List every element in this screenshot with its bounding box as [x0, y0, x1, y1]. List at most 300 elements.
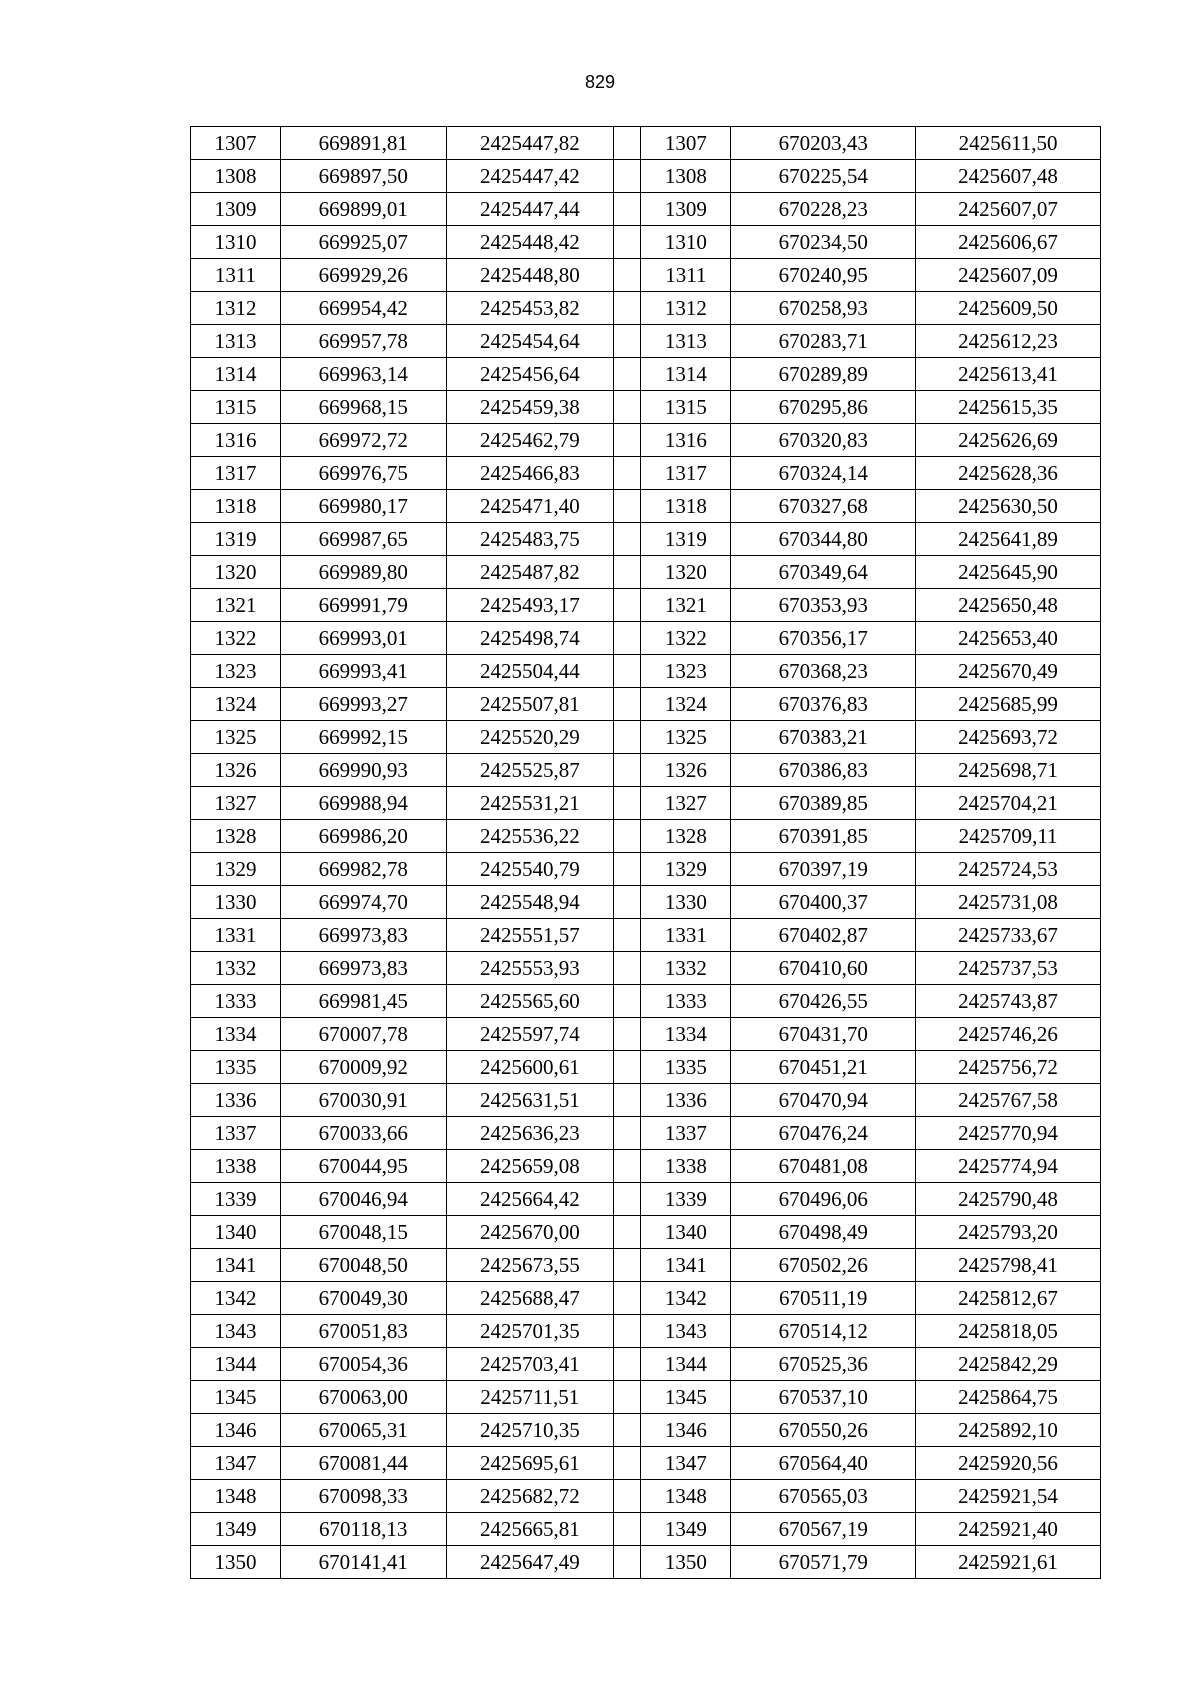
table-row — [191, 358, 1101, 391]
x-coordinate-cell: 670389,85 — [731, 787, 916, 820]
y-coordinate-cell: 2425770,94 — [916, 1117, 1101, 1150]
y-coordinate-cell: 2425659,08 — [446, 1150, 614, 1183]
y-coordinate-cell: 2425597,74 — [446, 1018, 614, 1051]
point-number-cell: 1344 — [641, 1348, 731, 1381]
x-coordinate-cell: 670327,68 — [731, 490, 916, 523]
x-coordinate-cell: 669974,70 — [280, 886, 446, 919]
x-coordinate-cell: 670567,19 — [731, 1513, 916, 1546]
point-number-cell: 1324 — [191, 688, 281, 721]
point-number-cell: 1323 — [191, 655, 281, 688]
y-coordinate-cell: 2425606,67 — [916, 226, 1101, 259]
x-coordinate-cell: 670009,92 — [280, 1051, 446, 1084]
table-row — [191, 1381, 1101, 1414]
x-coordinate-cell: 669899,01 — [280, 193, 446, 226]
point-number-cell: 1350 — [641, 1546, 731, 1579]
y-coordinate-cell: 2425670,49 — [916, 655, 1101, 688]
y-coordinate-cell: 2425685,99 — [916, 688, 1101, 721]
x-coordinate-cell: 670502,26 — [731, 1249, 916, 1282]
table-row — [191, 259, 1101, 292]
y-coordinate-cell: 2425553,93 — [446, 952, 614, 985]
point-number-cell: 1325 — [191, 721, 281, 754]
y-coordinate-cell: 2425864,75 — [916, 1381, 1101, 1414]
point-number-cell: 1347 — [191, 1447, 281, 1480]
table-row — [191, 1348, 1101, 1381]
point-number-cell: 1310 — [191, 226, 281, 259]
x-coordinate-cell: 670470,94 — [731, 1084, 916, 1117]
separator-cell — [614, 226, 641, 259]
y-coordinate-cell: 2425628,36 — [916, 457, 1101, 490]
x-coordinate-cell: 670537,10 — [731, 1381, 916, 1414]
table-row — [191, 688, 1101, 721]
coordinates-table — [190, 126, 1101, 1579]
point-number-cell: 1313 — [641, 325, 731, 358]
point-number-cell: 1318 — [191, 490, 281, 523]
x-coordinate-cell: 670391,85 — [731, 820, 916, 853]
x-coordinate-cell: 670353,93 — [731, 589, 916, 622]
separator-cell — [614, 1348, 641, 1381]
x-coordinate-cell: 669991,79 — [280, 589, 446, 622]
x-coordinate-cell: 670571,79 — [731, 1546, 916, 1579]
table-row — [191, 391, 1101, 424]
x-coordinate-cell: 670426,55 — [731, 985, 916, 1018]
point-number-cell: 1314 — [191, 358, 281, 391]
table-row — [191, 226, 1101, 259]
y-coordinate-cell: 2425767,58 — [916, 1084, 1101, 1117]
point-number-cell: 1334 — [641, 1018, 731, 1051]
table-row — [191, 325, 1101, 358]
y-coordinate-cell: 2425731,08 — [916, 886, 1101, 919]
x-coordinate-cell: 670044,95 — [280, 1150, 446, 1183]
table-row — [191, 1183, 1101, 1216]
y-coordinate-cell: 2425483,75 — [446, 523, 614, 556]
separator-cell — [614, 1546, 641, 1579]
table-row — [191, 556, 1101, 589]
x-coordinate-cell: 670410,60 — [731, 952, 916, 985]
x-coordinate-cell: 670033,66 — [280, 1117, 446, 1150]
y-coordinate-cell: 2425636,23 — [446, 1117, 614, 1150]
point-number-cell: 1334 — [191, 1018, 281, 1051]
x-coordinate-cell: 669986,20 — [280, 820, 446, 853]
point-number-cell: 1307 — [191, 127, 281, 160]
x-coordinate-cell: 670258,93 — [731, 292, 916, 325]
y-coordinate-cell: 2425790,48 — [916, 1183, 1101, 1216]
table-row — [191, 787, 1101, 820]
y-coordinate-cell: 2425493,17 — [446, 589, 614, 622]
y-coordinate-cell: 2425701,35 — [446, 1315, 614, 1348]
point-number-cell: 1337 — [641, 1117, 731, 1150]
table-row — [191, 1249, 1101, 1282]
y-coordinate-cell: 2425743,87 — [916, 985, 1101, 1018]
y-coordinate-cell: 2425709,11 — [916, 820, 1101, 853]
x-coordinate-cell: 670431,70 — [731, 1018, 916, 1051]
y-coordinate-cell: 2425447,82 — [446, 127, 614, 160]
y-coordinate-cell: 2425540,79 — [446, 853, 614, 886]
x-coordinate-cell: 670234,50 — [731, 226, 916, 259]
separator-cell — [614, 259, 641, 292]
x-coordinate-cell: 670225,54 — [731, 160, 916, 193]
separator-cell — [614, 952, 641, 985]
y-coordinate-cell: 2425531,21 — [446, 787, 614, 820]
y-coordinate-cell: 2425812,67 — [916, 1282, 1101, 1315]
y-coordinate-cell: 2425448,42 — [446, 226, 614, 259]
y-coordinate-cell: 2425454,64 — [446, 325, 614, 358]
x-coordinate-cell: 670376,83 — [731, 688, 916, 721]
x-coordinate-cell: 669929,26 — [280, 259, 446, 292]
y-coordinate-cell: 2425703,41 — [446, 1348, 614, 1381]
separator-cell — [614, 523, 641, 556]
x-coordinate-cell: 670565,03 — [731, 1480, 916, 1513]
x-coordinate-cell: 670383,21 — [731, 721, 916, 754]
x-coordinate-cell: 670400,37 — [731, 886, 916, 919]
y-coordinate-cell: 2425650,48 — [916, 589, 1101, 622]
y-coordinate-cell: 2425613,41 — [916, 358, 1101, 391]
point-number-cell: 1326 — [641, 754, 731, 787]
point-number-cell: 1331 — [191, 919, 281, 952]
y-coordinate-cell: 2425921,61 — [916, 1546, 1101, 1579]
point-number-cell: 1319 — [641, 523, 731, 556]
x-coordinate-cell: 669993,01 — [280, 622, 446, 655]
table-row — [191, 1447, 1101, 1480]
y-coordinate-cell: 2425698,71 — [916, 754, 1101, 787]
table-row — [191, 1084, 1101, 1117]
point-number-cell: 1309 — [641, 193, 731, 226]
point-number-cell: 1333 — [641, 985, 731, 1018]
separator-cell — [614, 820, 641, 853]
y-coordinate-cell: 2425647,49 — [446, 1546, 614, 1579]
y-coordinate-cell: 2425682,72 — [446, 1480, 614, 1513]
separator-cell — [614, 160, 641, 193]
table-row — [191, 1414, 1101, 1447]
table-row — [191, 523, 1101, 556]
table-row — [191, 127, 1101, 160]
point-number-cell: 1339 — [191, 1183, 281, 1216]
separator-cell — [614, 1381, 641, 1414]
y-coordinate-cell: 2425615,35 — [916, 391, 1101, 424]
point-number-cell: 1322 — [191, 622, 281, 655]
x-coordinate-cell: 670048,15 — [280, 1216, 446, 1249]
table-row — [191, 754, 1101, 787]
separator-cell — [614, 1282, 641, 1315]
point-number-cell: 1344 — [191, 1348, 281, 1381]
x-coordinate-cell: 669954,42 — [280, 292, 446, 325]
y-coordinate-cell: 2425551,57 — [446, 919, 614, 952]
point-number-cell: 1310 — [641, 226, 731, 259]
x-coordinate-cell: 670564,40 — [731, 1447, 916, 1480]
point-number-cell: 1347 — [641, 1447, 731, 1480]
point-number-cell: 1315 — [191, 391, 281, 424]
separator-cell — [614, 622, 641, 655]
table-row — [191, 919, 1101, 952]
table-row — [191, 1546, 1101, 1579]
y-coordinate-cell: 2425920,56 — [916, 1447, 1101, 1480]
point-number-cell: 1350 — [191, 1546, 281, 1579]
table-row — [191, 853, 1101, 886]
y-coordinate-cell: 2425507,81 — [446, 688, 614, 721]
point-number-cell: 1327 — [191, 787, 281, 820]
separator-cell — [614, 391, 641, 424]
separator-cell — [614, 1315, 641, 1348]
y-coordinate-cell: 2425498,74 — [446, 622, 614, 655]
separator-cell — [614, 919, 641, 952]
point-number-cell: 1325 — [641, 721, 731, 754]
separator-cell — [614, 1447, 641, 1480]
x-coordinate-cell: 670386,83 — [731, 754, 916, 787]
table-row — [191, 1216, 1101, 1249]
x-coordinate-cell: 670283,71 — [731, 325, 916, 358]
coordinates-table-body — [191, 127, 1101, 1579]
separator-cell — [614, 1414, 641, 1447]
x-coordinate-cell: 670295,86 — [731, 391, 916, 424]
y-coordinate-cell: 2425565,60 — [446, 985, 614, 1018]
table-row — [191, 589, 1101, 622]
point-number-cell: 1343 — [641, 1315, 731, 1348]
y-coordinate-cell: 2425798,41 — [916, 1249, 1101, 1282]
y-coordinate-cell: 2425673,55 — [446, 1249, 614, 1282]
separator-cell — [614, 1084, 641, 1117]
separator-cell — [614, 985, 641, 1018]
y-coordinate-cell: 2425733,67 — [916, 919, 1101, 952]
y-coordinate-cell: 2425664,42 — [446, 1183, 614, 1216]
point-number-cell: 1321 — [191, 589, 281, 622]
separator-cell — [614, 325, 641, 358]
point-number-cell: 1346 — [191, 1414, 281, 1447]
point-number-cell: 1311 — [641, 259, 731, 292]
y-coordinate-cell: 2425448,80 — [446, 259, 614, 292]
y-coordinate-cell: 2425695,61 — [446, 1447, 614, 1480]
point-number-cell: 1311 — [191, 259, 281, 292]
x-coordinate-cell: 670476,24 — [731, 1117, 916, 1150]
point-number-cell: 1337 — [191, 1117, 281, 1150]
y-coordinate-cell: 2425520,29 — [446, 721, 614, 754]
separator-cell — [614, 1018, 641, 1051]
point-number-cell: 1319 — [191, 523, 281, 556]
point-number-cell: 1341 — [641, 1249, 731, 1282]
x-coordinate-cell: 669891,81 — [280, 127, 446, 160]
separator-cell — [614, 589, 641, 622]
table-row — [191, 985, 1101, 1018]
y-coordinate-cell: 2425746,26 — [916, 1018, 1101, 1051]
x-coordinate-cell: 670368,23 — [731, 655, 916, 688]
point-number-cell: 1340 — [641, 1216, 731, 1249]
point-number-cell: 1328 — [191, 820, 281, 853]
point-number-cell: 1348 — [641, 1480, 731, 1513]
table-row — [191, 1117, 1101, 1150]
point-number-cell: 1308 — [191, 160, 281, 193]
separator-cell — [614, 127, 641, 160]
x-coordinate-cell: 670240,95 — [731, 259, 916, 292]
table-row — [191, 292, 1101, 325]
y-coordinate-cell: 2425504,44 — [446, 655, 614, 688]
x-coordinate-cell: 670203,43 — [731, 127, 916, 160]
y-coordinate-cell: 2425631,51 — [446, 1084, 614, 1117]
x-coordinate-cell: 670324,14 — [731, 457, 916, 490]
point-number-cell: 1313 — [191, 325, 281, 358]
y-coordinate-cell: 2425607,07 — [916, 193, 1101, 226]
separator-cell — [614, 556, 641, 589]
x-coordinate-cell: 670098,33 — [280, 1480, 446, 1513]
x-coordinate-cell: 669976,75 — [280, 457, 446, 490]
x-coordinate-cell: 670344,80 — [731, 523, 916, 556]
y-coordinate-cell: 2425711,51 — [446, 1381, 614, 1414]
point-number-cell: 1315 — [641, 391, 731, 424]
point-number-cell: 1345 — [191, 1381, 281, 1414]
point-number-cell: 1340 — [191, 1216, 281, 1249]
y-coordinate-cell: 2425462,79 — [446, 424, 614, 457]
x-coordinate-cell: 670451,21 — [731, 1051, 916, 1084]
y-coordinate-cell: 2425774,94 — [916, 1150, 1101, 1183]
x-coordinate-cell: 670349,64 — [731, 556, 916, 589]
x-coordinate-cell: 669992,15 — [280, 721, 446, 754]
x-coordinate-cell: 670051,83 — [280, 1315, 446, 1348]
separator-cell — [614, 193, 641, 226]
point-number-cell: 1329 — [641, 853, 731, 886]
separator-cell — [614, 688, 641, 721]
y-coordinate-cell: 2425607,48 — [916, 160, 1101, 193]
separator-cell — [614, 787, 641, 820]
table-row — [191, 457, 1101, 490]
point-number-cell: 1328 — [641, 820, 731, 853]
point-number-cell: 1332 — [191, 952, 281, 985]
x-coordinate-cell: 669993,27 — [280, 688, 446, 721]
y-coordinate-cell: 2425487,82 — [446, 556, 614, 589]
x-coordinate-cell: 670402,87 — [731, 919, 916, 952]
y-coordinate-cell: 2425670,00 — [446, 1216, 614, 1249]
table-row — [191, 424, 1101, 457]
table-row — [191, 1018, 1101, 1051]
point-number-cell: 1323 — [641, 655, 731, 688]
point-number-cell: 1327 — [641, 787, 731, 820]
x-coordinate-cell: 669980,17 — [280, 490, 446, 523]
table-row — [191, 193, 1101, 226]
point-number-cell: 1331 — [641, 919, 731, 952]
y-coordinate-cell: 2425704,21 — [916, 787, 1101, 820]
x-coordinate-cell: 670049,30 — [280, 1282, 446, 1315]
point-number-cell: 1329 — [191, 853, 281, 886]
x-coordinate-cell: 669968,15 — [280, 391, 446, 424]
y-coordinate-cell: 2425641,89 — [916, 523, 1101, 556]
point-number-cell: 1345 — [641, 1381, 731, 1414]
point-number-cell: 1335 — [191, 1051, 281, 1084]
table-row — [191, 886, 1101, 919]
y-coordinate-cell: 2425793,20 — [916, 1216, 1101, 1249]
y-coordinate-cell: 2425536,22 — [446, 820, 614, 853]
y-coordinate-cell: 2425453,82 — [446, 292, 614, 325]
separator-cell — [614, 853, 641, 886]
point-number-cell: 1320 — [191, 556, 281, 589]
x-coordinate-cell: 669897,50 — [280, 160, 446, 193]
point-number-cell: 1316 — [641, 424, 731, 457]
y-coordinate-cell: 2425724,53 — [916, 853, 1101, 886]
point-number-cell: 1339 — [641, 1183, 731, 1216]
table-row — [191, 622, 1101, 655]
separator-cell — [614, 457, 641, 490]
table-row — [191, 160, 1101, 193]
y-coordinate-cell: 2425612,23 — [916, 325, 1101, 358]
separator-cell — [614, 358, 641, 391]
separator-cell — [614, 424, 641, 457]
point-number-cell: 1342 — [641, 1282, 731, 1315]
x-coordinate-cell: 670550,26 — [731, 1414, 916, 1447]
x-coordinate-cell: 670063,00 — [280, 1381, 446, 1414]
x-coordinate-cell: 670054,36 — [280, 1348, 446, 1381]
x-coordinate-cell: 670498,49 — [731, 1216, 916, 1249]
x-coordinate-cell: 669993,41 — [280, 655, 446, 688]
y-coordinate-cell: 2425921,40 — [916, 1513, 1101, 1546]
point-number-cell: 1330 — [641, 886, 731, 919]
x-coordinate-cell: 669972,72 — [280, 424, 446, 457]
point-number-cell: 1308 — [641, 160, 731, 193]
point-number-cell: 1349 — [641, 1513, 731, 1546]
y-coordinate-cell: 2425466,83 — [446, 457, 614, 490]
x-coordinate-cell: 670525,36 — [731, 1348, 916, 1381]
separator-cell — [614, 1216, 641, 1249]
y-coordinate-cell: 2425921,54 — [916, 1480, 1101, 1513]
table-row — [191, 1513, 1101, 1546]
table-row — [191, 820, 1101, 853]
separator-cell — [614, 655, 641, 688]
table-row — [191, 952, 1101, 985]
x-coordinate-cell: 669957,78 — [280, 325, 446, 358]
point-number-cell: 1342 — [191, 1282, 281, 1315]
x-coordinate-cell: 669989,80 — [280, 556, 446, 589]
y-coordinate-cell: 2425818,05 — [916, 1315, 1101, 1348]
x-coordinate-cell: 670320,83 — [731, 424, 916, 457]
x-coordinate-cell: 669988,94 — [280, 787, 446, 820]
x-coordinate-cell: 670496,06 — [731, 1183, 916, 1216]
y-coordinate-cell: 2425611,50 — [916, 127, 1101, 160]
table-row — [191, 655, 1101, 688]
y-coordinate-cell: 2425653,40 — [916, 622, 1101, 655]
page-number: 829 — [584, 72, 616, 92]
separator-cell — [614, 1183, 641, 1216]
point-number-cell: 1321 — [641, 589, 731, 622]
x-coordinate-cell: 669981,45 — [280, 985, 446, 1018]
y-coordinate-cell: 2425447,42 — [446, 160, 614, 193]
point-number-cell: 1318 — [641, 490, 731, 523]
point-number-cell: 1309 — [191, 193, 281, 226]
point-number-cell: 1338 — [641, 1150, 731, 1183]
x-coordinate-cell: 669990,93 — [280, 754, 446, 787]
y-coordinate-cell: 2425630,50 — [916, 490, 1101, 523]
y-coordinate-cell: 2425459,38 — [446, 391, 614, 424]
separator-cell — [614, 754, 641, 787]
y-coordinate-cell: 2425447,44 — [446, 193, 614, 226]
point-number-cell: 1336 — [191, 1084, 281, 1117]
separator-cell — [614, 490, 641, 523]
y-coordinate-cell: 2425756,72 — [916, 1051, 1101, 1084]
x-coordinate-cell: 670356,17 — [731, 622, 916, 655]
separator-cell — [614, 1480, 641, 1513]
separator-cell — [614, 886, 641, 919]
y-coordinate-cell: 2425665,81 — [446, 1513, 614, 1546]
table-row — [191, 1282, 1101, 1315]
separator-cell — [614, 1150, 641, 1183]
point-number-cell: 1320 — [641, 556, 731, 589]
x-coordinate-cell: 670289,89 — [731, 358, 916, 391]
y-coordinate-cell: 2425688,47 — [446, 1282, 614, 1315]
point-number-cell: 1326 — [191, 754, 281, 787]
x-coordinate-cell: 670065,31 — [280, 1414, 446, 1447]
x-coordinate-cell: 670481,08 — [731, 1150, 916, 1183]
x-coordinate-cell: 670046,94 — [280, 1183, 446, 1216]
y-coordinate-cell: 2425842,29 — [916, 1348, 1101, 1381]
x-coordinate-cell: 670007,78 — [280, 1018, 446, 1051]
x-coordinate-cell: 670048,50 — [280, 1249, 446, 1282]
point-number-cell: 1324 — [641, 688, 731, 721]
point-number-cell: 1335 — [641, 1051, 731, 1084]
y-coordinate-cell: 2425626,69 — [916, 424, 1101, 457]
point-number-cell: 1317 — [191, 457, 281, 490]
